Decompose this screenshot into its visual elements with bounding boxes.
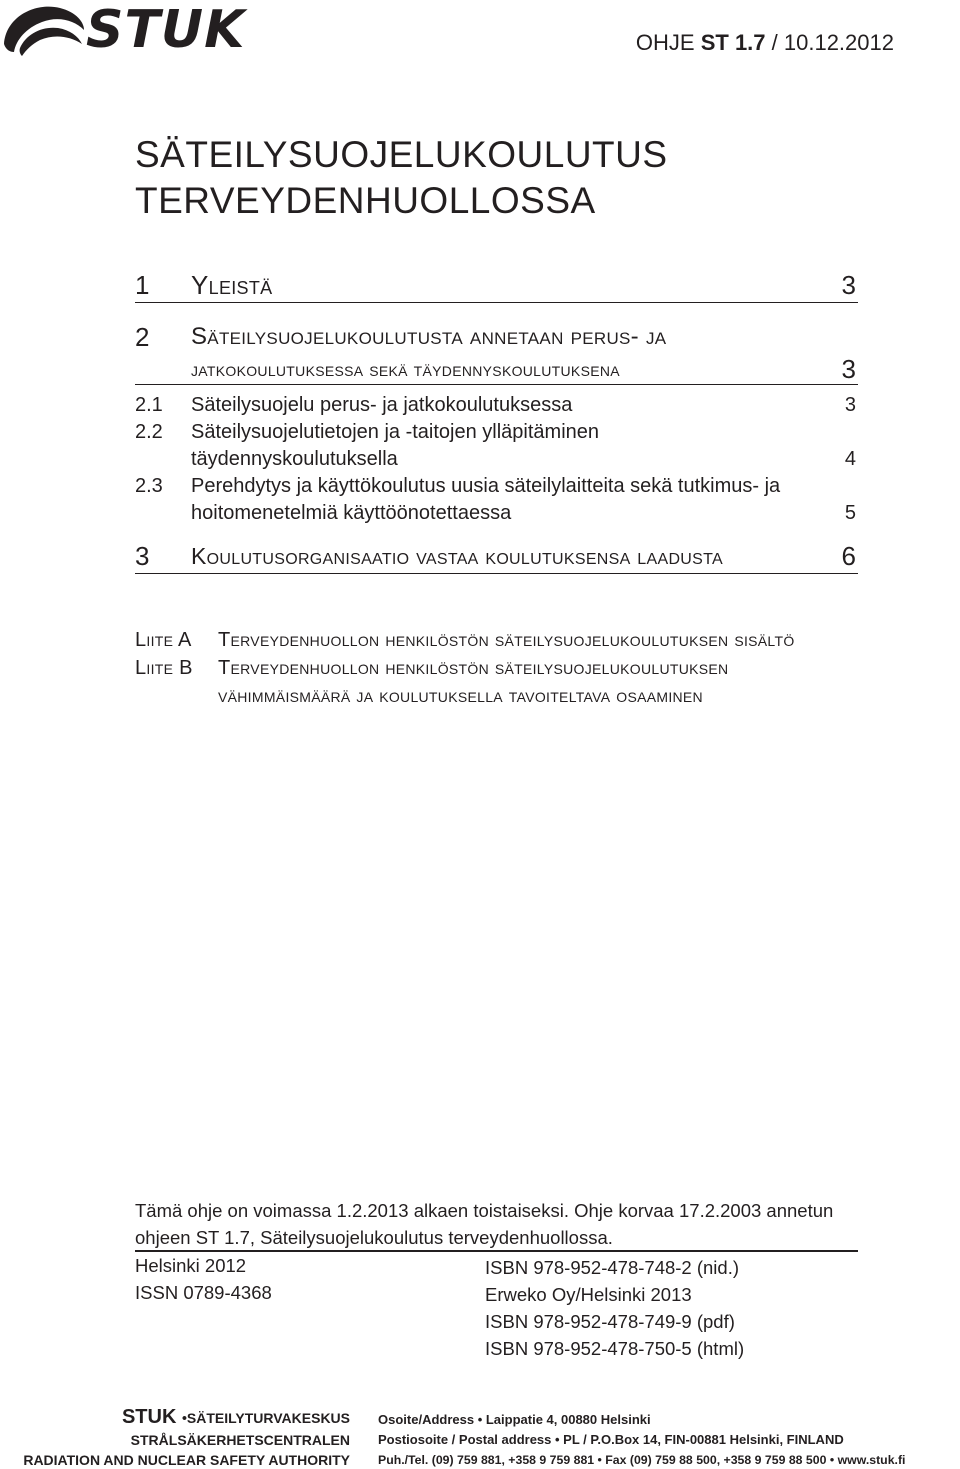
toc-page: 4 [844, 448, 856, 470]
toc-title: Yleistä [191, 270, 273, 300]
validity-note [135, 1197, 865, 1251]
guide-reference [636, 30, 894, 56]
footer [0, 1400, 960, 1468]
toc-chapter-3[interactable] [135, 541, 858, 574]
toc-title-line-1: Säteilysuojelutietojen ja -taitojen ylläpitäminen [191, 421, 600, 443]
toc-title-line-2: täydennyskoulutuksella [191, 448, 398, 470]
validity-line-1: Tämä ohje on voimassa 1.2.2013 alkaen toistaiseksi. Ohje korvaa 17.2.2003 annetun [135, 1200, 834, 1221]
footer-org-fi: SÄTEILYTURVAKESKUS [186, 1410, 350, 1426]
toc-title-line-2: jatkokoulutuksessa sekä täydennyskoulutuksena [191, 359, 620, 381]
title-line-1: SÄTEILYSUOJELUKOULUTUS [135, 134, 668, 175]
appendix-label: Liite B [135, 657, 193, 679]
footer-org-sv: STRÅLSÄKERHETSCENTRALEN [130, 1432, 350, 1448]
toc-number: 3 [135, 541, 150, 571]
appendix-a[interactable] [135, 626, 865, 654]
toc-page: 6 [841, 541, 856, 571]
toc-page: 3 [841, 354, 856, 384]
toc-page: 5 [844, 502, 856, 524]
toc-title-line-2: hoitomenetelmiä käyttöönotettaessa [191, 502, 512, 524]
toc-number: 2.2 [135, 421, 163, 443]
toc-section-2-1[interactable] [135, 392, 858, 419]
toc-chapter-1[interactable] [135, 270, 858, 303]
toc-title-line-1: Perehdytys ja käyttökoulutus uusia säteilylaitteita sekä tutkimus- ja [191, 475, 781, 497]
guide-code: ST 1.7 [700, 30, 766, 55]
footer-address: Osoite/Address • Laippatie 4, 00880 Helsinki [378, 1412, 651, 1427]
guide-date: / 10.12.2012 [771, 30, 894, 55]
footer-org-en: RADIATION AND NUCLEAR SAFETY AUTHORITY [23, 1452, 350, 1468]
toc-section-2-3[interactable] [135, 473, 858, 527]
appendix-title: Terveydenhuollon henkilöstön säteilysuojelukoulutuksen sisältö [218, 629, 795, 651]
toc-title: Säteilysuojelu perus- ja jatkokoulutuksessa [191, 394, 573, 416]
page-title [135, 132, 668, 224]
publication-isbn-print: ISBN 978-952-478-748-2 (nid.) [485, 1257, 740, 1278]
stuk-logo-text: STUK [86, 0, 246, 60]
toc-chapter-2[interactable] [135, 322, 858, 385]
toc-title: Koulutusorganisaatio vastaa koulutuksensa laadusta [191, 543, 723, 569]
appendix-label: Liite A [135, 629, 192, 651]
toc-number: 1 [135, 270, 150, 300]
footer-contact[interactable]: Puh./Tel. (09) 759 881, +358 9 759 881 • Fax (09) 759 88 500, +358 9 759 88 500 • www.stuk.fi [378, 1453, 906, 1467]
publication-isbn-pdf: ISBN 978-952-478-749-9 (pdf) [485, 1311, 735, 1332]
appendix-title-line-2: vähimmäismäärä ja koulutuksella tavoiteltava osaaminen [218, 685, 703, 707]
appendix-title-line-1: Terveydenhuollon henkilöstön säteilysuojelukoulutuksen [218, 657, 729, 679]
stuk-swoosh-icon [4, 7, 84, 56]
guide-prefix: OHJE [635, 30, 695, 55]
publication-issn: ISSN 0789-4368 [135, 1282, 272, 1303]
validity-line-2: ohjeen ST 1.7, Säteilysuojelukoulutus terveydenhuollossa. [135, 1227, 613, 1248]
footer-org-short: STUK [121, 1406, 177, 1428]
footer-org-name [122, 1406, 350, 1429]
appendix-b[interactable] [135, 654, 865, 710]
publication-isbn-html: ISBN 978-952-478-750-5 (html) [485, 1338, 745, 1359]
publication-place-year: Helsinki 2012 [135, 1255, 247, 1276]
toc-number: 2 [135, 322, 150, 352]
toc-section-2-2[interactable] [135, 419, 858, 473]
footer-postal-address: Postiosoite / Postal address • PL / P.O.Box 14, FIN-00881 Helsinki, FINLAND [378, 1432, 844, 1447]
toc-page: 3 [841, 270, 856, 300]
toc-number: 2.1 [135, 394, 163, 416]
toc-number: 2.3 [135, 475, 163, 497]
bullet-icon: • [181, 1409, 187, 1426]
toc-page: 3 [844, 394, 856, 416]
toc-title-line-1: Säteilysuojelukoulutusta annetaan perus- ja [191, 323, 667, 350]
title-line-2: TERVEYDENHUOLLOSSA [135, 180, 596, 221]
publication-printer: Erweko Oy/Helsinki 2013 [485, 1284, 692, 1305]
